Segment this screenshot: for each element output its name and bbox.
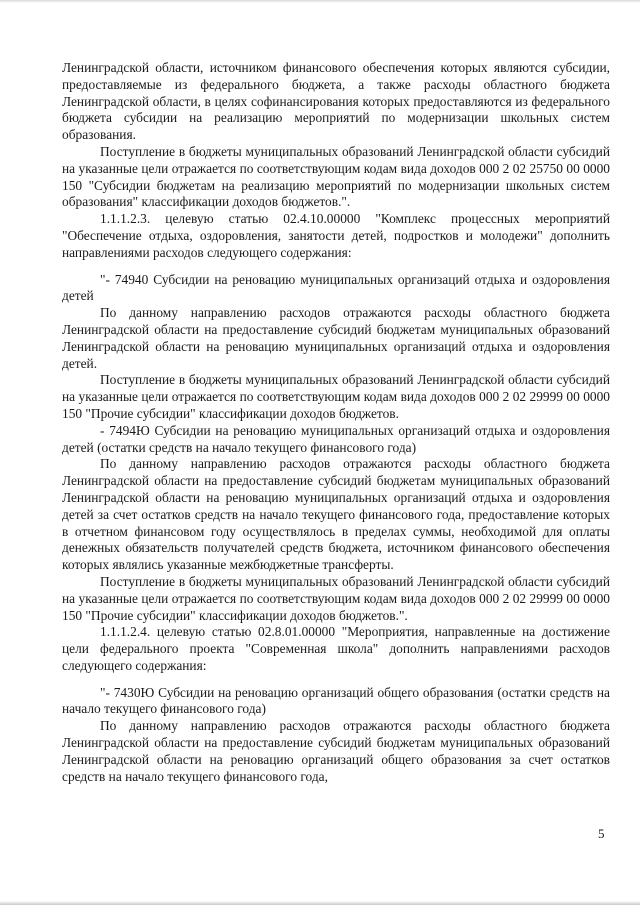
paragraph-gap	[62, 675, 610, 685]
body-paragraph: Поступление в бюджеты муниципальных образований Ленинградской области субсидий на указанные цели отражается по соответствующим кодам вида доходов 000 2 02 29999 00 0000 150 "Прочие субсидии" классификации доходов бюджетов.	[62, 372, 610, 421]
body-paragraph: По данному направлению расходов отражаются расходы областного бюджета Ленинградской области на предоставление субсидий бюджетам муниципальных образований Ленинградской области на реновацию муниципальных организаций отдыха и оздоровления детей за счет остатков средств на начало текущего финансового года, предоставление которых в отчетном финансовом году осуществлялось в пределах суммы, необходимой для оплаты денежных обязательств получателей средств бюджета, источником финансового обеспечения которых являлись указанные межбюджетные трансферты.	[62, 456, 610, 573]
body-paragraph: По данному направлению расходов отражаются расходы областного бюджета Ленинградской области на предоставление субсидий бюджетам муниципальных образований Ленинградской области на реновацию организаций общего образования за счет остатков средств на начало текущего финансового года,	[62, 718, 610, 784]
scan-bottom-edge	[0, 901, 640, 905]
body-paragraph: "- 7430Ю Субсидии на реновацию организаций общего образования (остатки средств на начало текущего финансового года)	[62, 684, 610, 717]
page-number: 5	[598, 826, 605, 841]
body-paragraph: Поступление в бюджеты муниципальных образований Ленинградской области субсидий на указанные цели отражается по соответствующим кодам вида доходов 000 2 02 29999 00 0000 150 "Прочие субсидии" классификации доходов бюджетов.".	[62, 573, 610, 623]
body-paragraph: Поступление в бюджеты муниципальных образований Ленинградской области субсидий на указанные цели отражается по соответствующим кодам вида доходов 000 2 02 25750 00 0000 150 "Субсидии бюджетам на реализацию мероприятий по модернизации школьных систем образования" классификации доходов бюджетов.".	[62, 143, 610, 210]
body-paragraph: "- 74940 Субсидии на реновацию муниципальных организаций отдыха и оздоровления детей	[62, 271, 610, 304]
document-body	[62, 60, 610, 785]
body-paragraph: 1.1.1.2.3. целевую статью 02.4.10.00000 "Комплекс процессных мероприятий "Обеспечение отдыха, оздоровления, занятости детей, подростков и молодежи" дополнить направлениями расходов следующего содержания:	[62, 211, 610, 260]
body-paragraph: Ленинградской области, источником финансового обеспечения которых являются субсидии, предоставляемые из федерального бюджета, а также расходы областного бюджета Ленинградской области, в целях софинансирования которых предоставляются из федерального бюджета субсидии на реализацию мероприятий по модернизации школьных систем образования.	[62, 60, 610, 143]
body-paragraph: - 7494Ю Субсидии на реновацию муниципальных организаций отдыха и оздоровления детей (остатки средств на начало текущего финансового года)	[62, 422, 610, 455]
body-paragraph: 1.1.1.2.4. целевую статью 02.8.01.00000 "Мероприятия, направленные на достижение цели федерального проекта "Современная школа" дополнить направлениями расходов следующего содержания:	[62, 624, 610, 673]
paragraph-gap	[62, 262, 610, 272]
body-paragraph: По данному направлению расходов отражаются расходы областного бюджета Ленинградской области на предоставление субсидий бюджетам муниципальных образований Ленинградской области на реновацию муниципальных организаций отдыха и оздоровления детей.	[62, 305, 610, 371]
scan-top-edge	[0, 0, 640, 3]
